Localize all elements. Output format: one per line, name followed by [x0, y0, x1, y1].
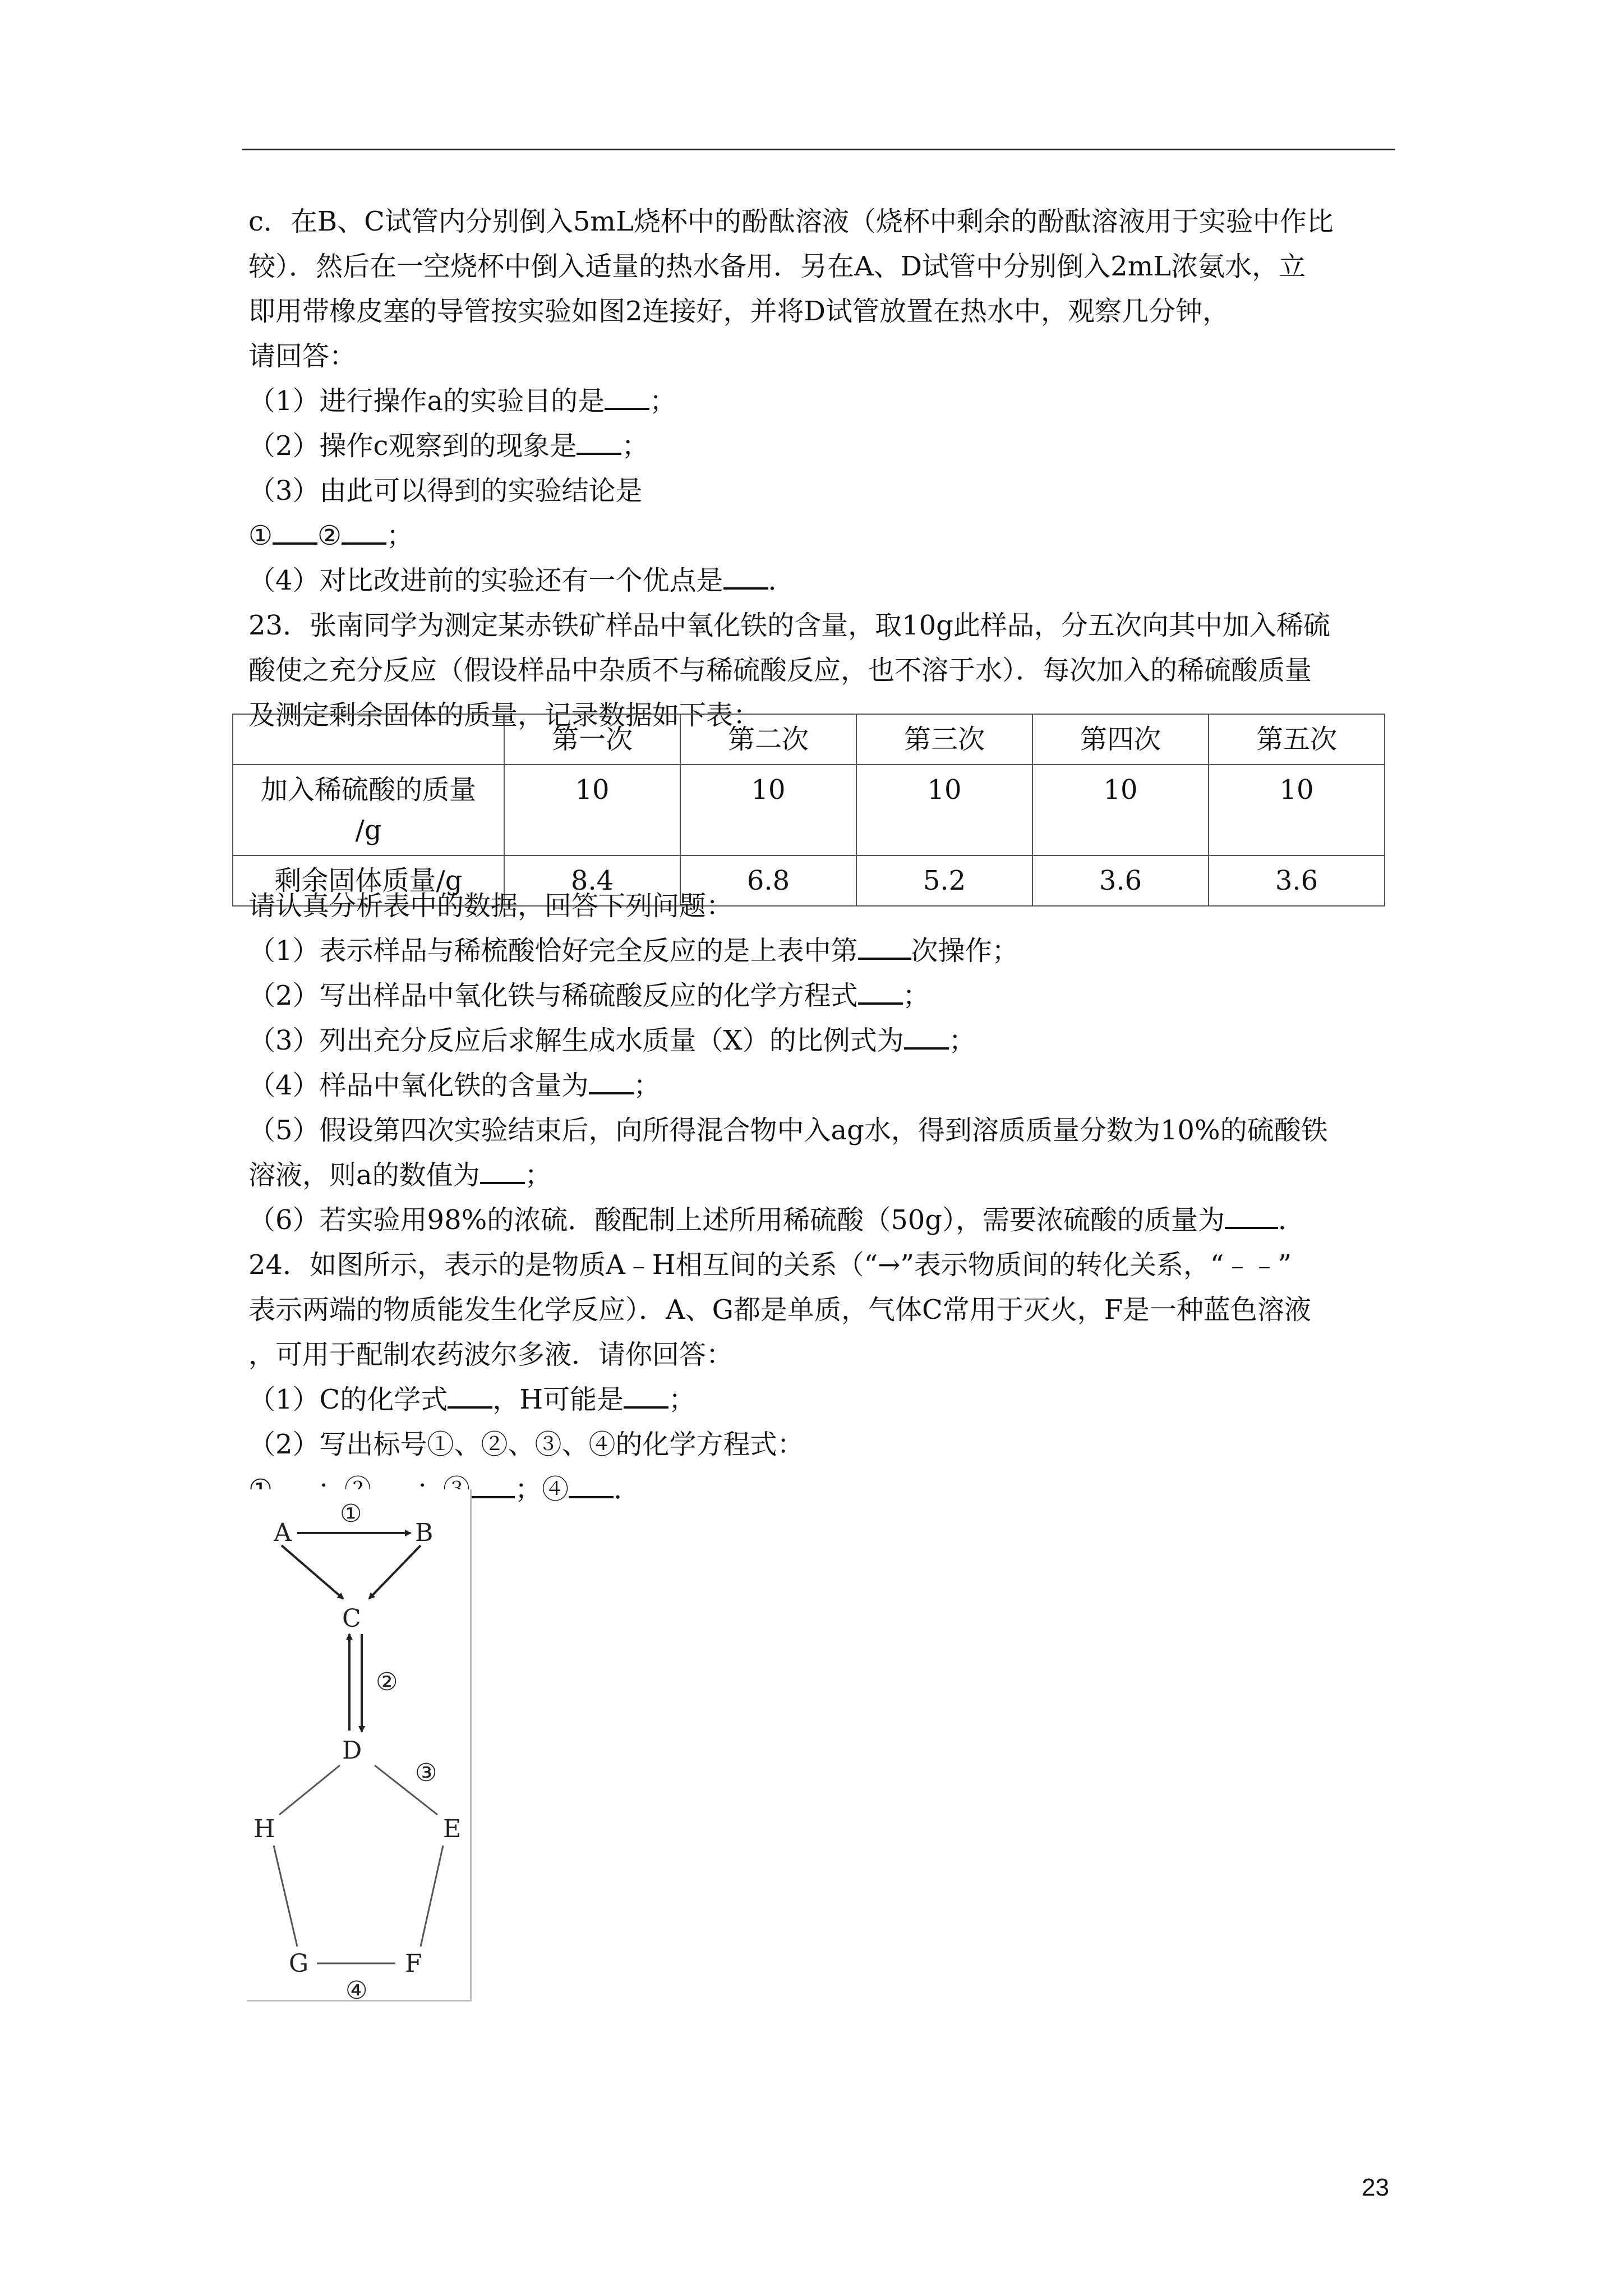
- line-e-f: [421, 1846, 443, 1947]
- table-cell: 3.6: [1032, 855, 1209, 906]
- punct: ．: [614, 1474, 641, 1505]
- q24-part2: （2）写出标号①、②、③、④的化学方程式：: [248, 1429, 804, 1460]
- q22-part3: （3）由此可以得到的实验结论是: [248, 475, 643, 507]
- table-row-label: 剩余固体质量/g: [233, 855, 504, 906]
- answer-blank[interactable]: [342, 518, 386, 545]
- page-body-continued: [248, 884, 1398, 1512]
- q24-part1-mid: ，H可能是: [492, 1384, 624, 1415]
- q23-part4-text: （4）样品中氧化铁的含量为: [248, 1070, 589, 1101]
- table-header-cell: 第五次: [1209, 714, 1385, 765]
- text-line: 请认真分析表中的数据，回答下列问题：: [248, 890, 734, 922]
- answer-blank[interactable]: [569, 1471, 614, 1498]
- node-f: F: [405, 1949, 422, 1978]
- punct: ；: [902, 980, 930, 1011]
- data-table: [232, 714, 1385, 907]
- q23-part4: [248, 1063, 1398, 1108]
- q22-part4-text: （4）对比改进前的实验还有一个优点是: [248, 565, 723, 596]
- table-cell: 10: [1209, 765, 1385, 855]
- table-header-cell: 第一次: [504, 714, 680, 765]
- answer-blank[interactable]: [723, 563, 768, 590]
- table-header-cell: 第二次: [680, 714, 856, 765]
- node-h: H: [253, 1815, 275, 1843]
- answer-blank[interactable]: [480, 1157, 525, 1184]
- page-number: 23: [1362, 2174, 1389, 2201]
- node-g: G: [289, 1949, 309, 1978]
- q22-part2-text: （2）操作c观察到的现象是: [248, 430, 577, 462]
- punct: ．: [1278, 1204, 1306, 1236]
- q23-part5-cont: [248, 1153, 1398, 1198]
- label-1: ①: [340, 1499, 362, 1528]
- node-d: D: [342, 1736, 362, 1765]
- table-cell: 10: [856, 765, 1032, 855]
- text-line: 即用带橡皮塞的导管按实验如图2连接好，并将D试管放置在热水中，观察几分钟，: [248, 296, 1230, 327]
- line-h-g: [274, 1846, 297, 1947]
- punct: 次操作；: [911, 935, 1019, 967]
- answer-blank[interactable]: [577, 428, 621, 455]
- q22-part1-text: （1）进行操作a的实验目的是: [248, 385, 605, 417]
- table-header-cell: 第三次: [856, 714, 1032, 765]
- q23-part1: [248, 928, 1398, 973]
- circled-2: ②: [317, 520, 342, 551]
- q23-part5-text: 溶液，则a的数值为: [248, 1159, 480, 1191]
- text-line: 较）．然后在一空烧杯中倒入适量的热水备用．另在A、D试管中分别倒入2mL浓氨水，立: [248, 251, 1306, 282]
- q22-part1: [248, 379, 1398, 424]
- punct: ；: [386, 520, 414, 551]
- punct: ；: [668, 1384, 696, 1415]
- q22-part3-answers: [248, 513, 1398, 558]
- q24-part1-text: （1）C的化学式: [248, 1384, 448, 1415]
- q23-part3-text: （3）列出充分反应后求解生成水质量（X）的比例式为: [248, 1025, 904, 1056]
- header-rule: [242, 149, 1395, 150]
- q23-part2-text: （2）写出样品中氧化铁与稀硫酸反应的化学方程式: [248, 980, 858, 1011]
- table-cell: 10: [504, 765, 680, 855]
- label-line: /g: [355, 815, 382, 846]
- line-d-h: [279, 1765, 340, 1815]
- text-line: 请回答：: [248, 341, 357, 372]
- circled-1: ①: [248, 520, 273, 551]
- table-cell: 10: [680, 765, 856, 855]
- q23-intro-line: 酸使之充分反应（假设样品中杂质不与稀硫酸反应，也不溶于水）．每次加入的稀硫酸质量: [248, 655, 1312, 686]
- q24-part1: [248, 1377, 1398, 1422]
- punct: ；: [948, 1025, 976, 1056]
- q23-part6: [248, 1198, 1398, 1243]
- q24-intro-line: ，可用于配制农药波尔多液．请你回答：: [248, 1339, 734, 1370]
- punct: ；: [649, 385, 677, 417]
- table-row-label: [233, 765, 504, 855]
- punct: ；: [633, 1070, 661, 1101]
- q22-part2: [248, 424, 1398, 468]
- answer-blank[interactable]: [470, 1471, 515, 1498]
- answer-blank[interactable]: [448, 1382, 492, 1409]
- q24-intro-line: 24．如图所示，表示的是物质A﹣H相互间的关系（“→”表示物质间的转化关系，“﹣﹣”: [248, 1249, 1292, 1281]
- label-line: 加入稀硫酸的质量: [260, 774, 476, 806]
- arrow-a-c: [282, 1545, 343, 1599]
- arrow-b-c: [369, 1545, 421, 1599]
- table-cell: 3.6: [1209, 855, 1385, 906]
- q23-intro-line: 23．张南同学为测定某赤铁矿样品中氧化铁的含量，取10g此样品，分五次向其中加入稀硫: [248, 610, 1330, 641]
- punct: ．: [768, 565, 795, 596]
- table-cell: 5.2: [856, 855, 1032, 906]
- q22-part4: [248, 558, 1398, 603]
- table-cell: 10: [1032, 765, 1209, 855]
- relation-diagram-svg: [247, 1489, 470, 2000]
- punct: ；: [524, 1159, 552, 1191]
- table-row: [233, 765, 1385, 855]
- label-4: ④: [345, 1976, 368, 2000]
- answer-blank[interactable]: [858, 978, 903, 1005]
- table-header-cell: [233, 714, 504, 765]
- text-line: c．在B、C试管内分别倒入5mL烧杯中的酚酞溶液（烧杯中剩余的酚酞溶液用于实验中作比: [248, 206, 1334, 237]
- relation-diagram: [247, 1489, 472, 2001]
- q23-part5: （5）假设第四次实验结束后，向所得混合物中入ag水，得到溶质质量分数为10%的硫酸铁: [248, 1115, 1328, 1146]
- circled-4: ；④: [515, 1474, 569, 1505]
- q23-part2: [248, 973, 1398, 1018]
- answer-blank[interactable]: [273, 518, 317, 545]
- q23-part6-text: （6）若实验用98%的浓硫．酸配制上述所用稀硫酸（50g），需要浓硫酸的质量为: [248, 1204, 1225, 1236]
- label-3: ③: [415, 1759, 437, 1787]
- node-a: A: [274, 1519, 292, 1547]
- q23-part3: [248, 1018, 1398, 1063]
- answer-blank[interactable]: [624, 1382, 668, 1409]
- node-b: B: [415, 1519, 434, 1547]
- node-e: E: [443, 1815, 462, 1843]
- table-header-row: [233, 714, 1385, 765]
- answer-blank[interactable]: [1225, 1202, 1278, 1229]
- answer-blank[interactable]: [858, 933, 911, 960]
- q23-intro-line: 及测定剩余固体的质量，记录数据如下表：: [248, 700, 760, 731]
- label-2: ②: [376, 1668, 398, 1696]
- table-header-cell: 第四次: [1032, 714, 1209, 765]
- node-c: C: [342, 1604, 361, 1633]
- q24-intro-line: 表示两端的物质能发生化学反应）．A、G都是单质，气体C常用于灭火，F是一种蓝色溶液: [248, 1294, 1312, 1326]
- page-body: [248, 199, 1398, 738]
- answer-blank[interactable]: [605, 383, 649, 410]
- answer-blank[interactable]: [904, 1023, 949, 1050]
- table-cell: 6.8: [680, 855, 856, 906]
- q23-part1-text: （1）表示样品与稀梳酸恰好完全反应的是上表中第: [248, 935, 858, 967]
- table-cell: 8.4: [504, 855, 680, 906]
- answer-blank[interactable]: [589, 1068, 634, 1094]
- punct: ；: [621, 430, 649, 462]
